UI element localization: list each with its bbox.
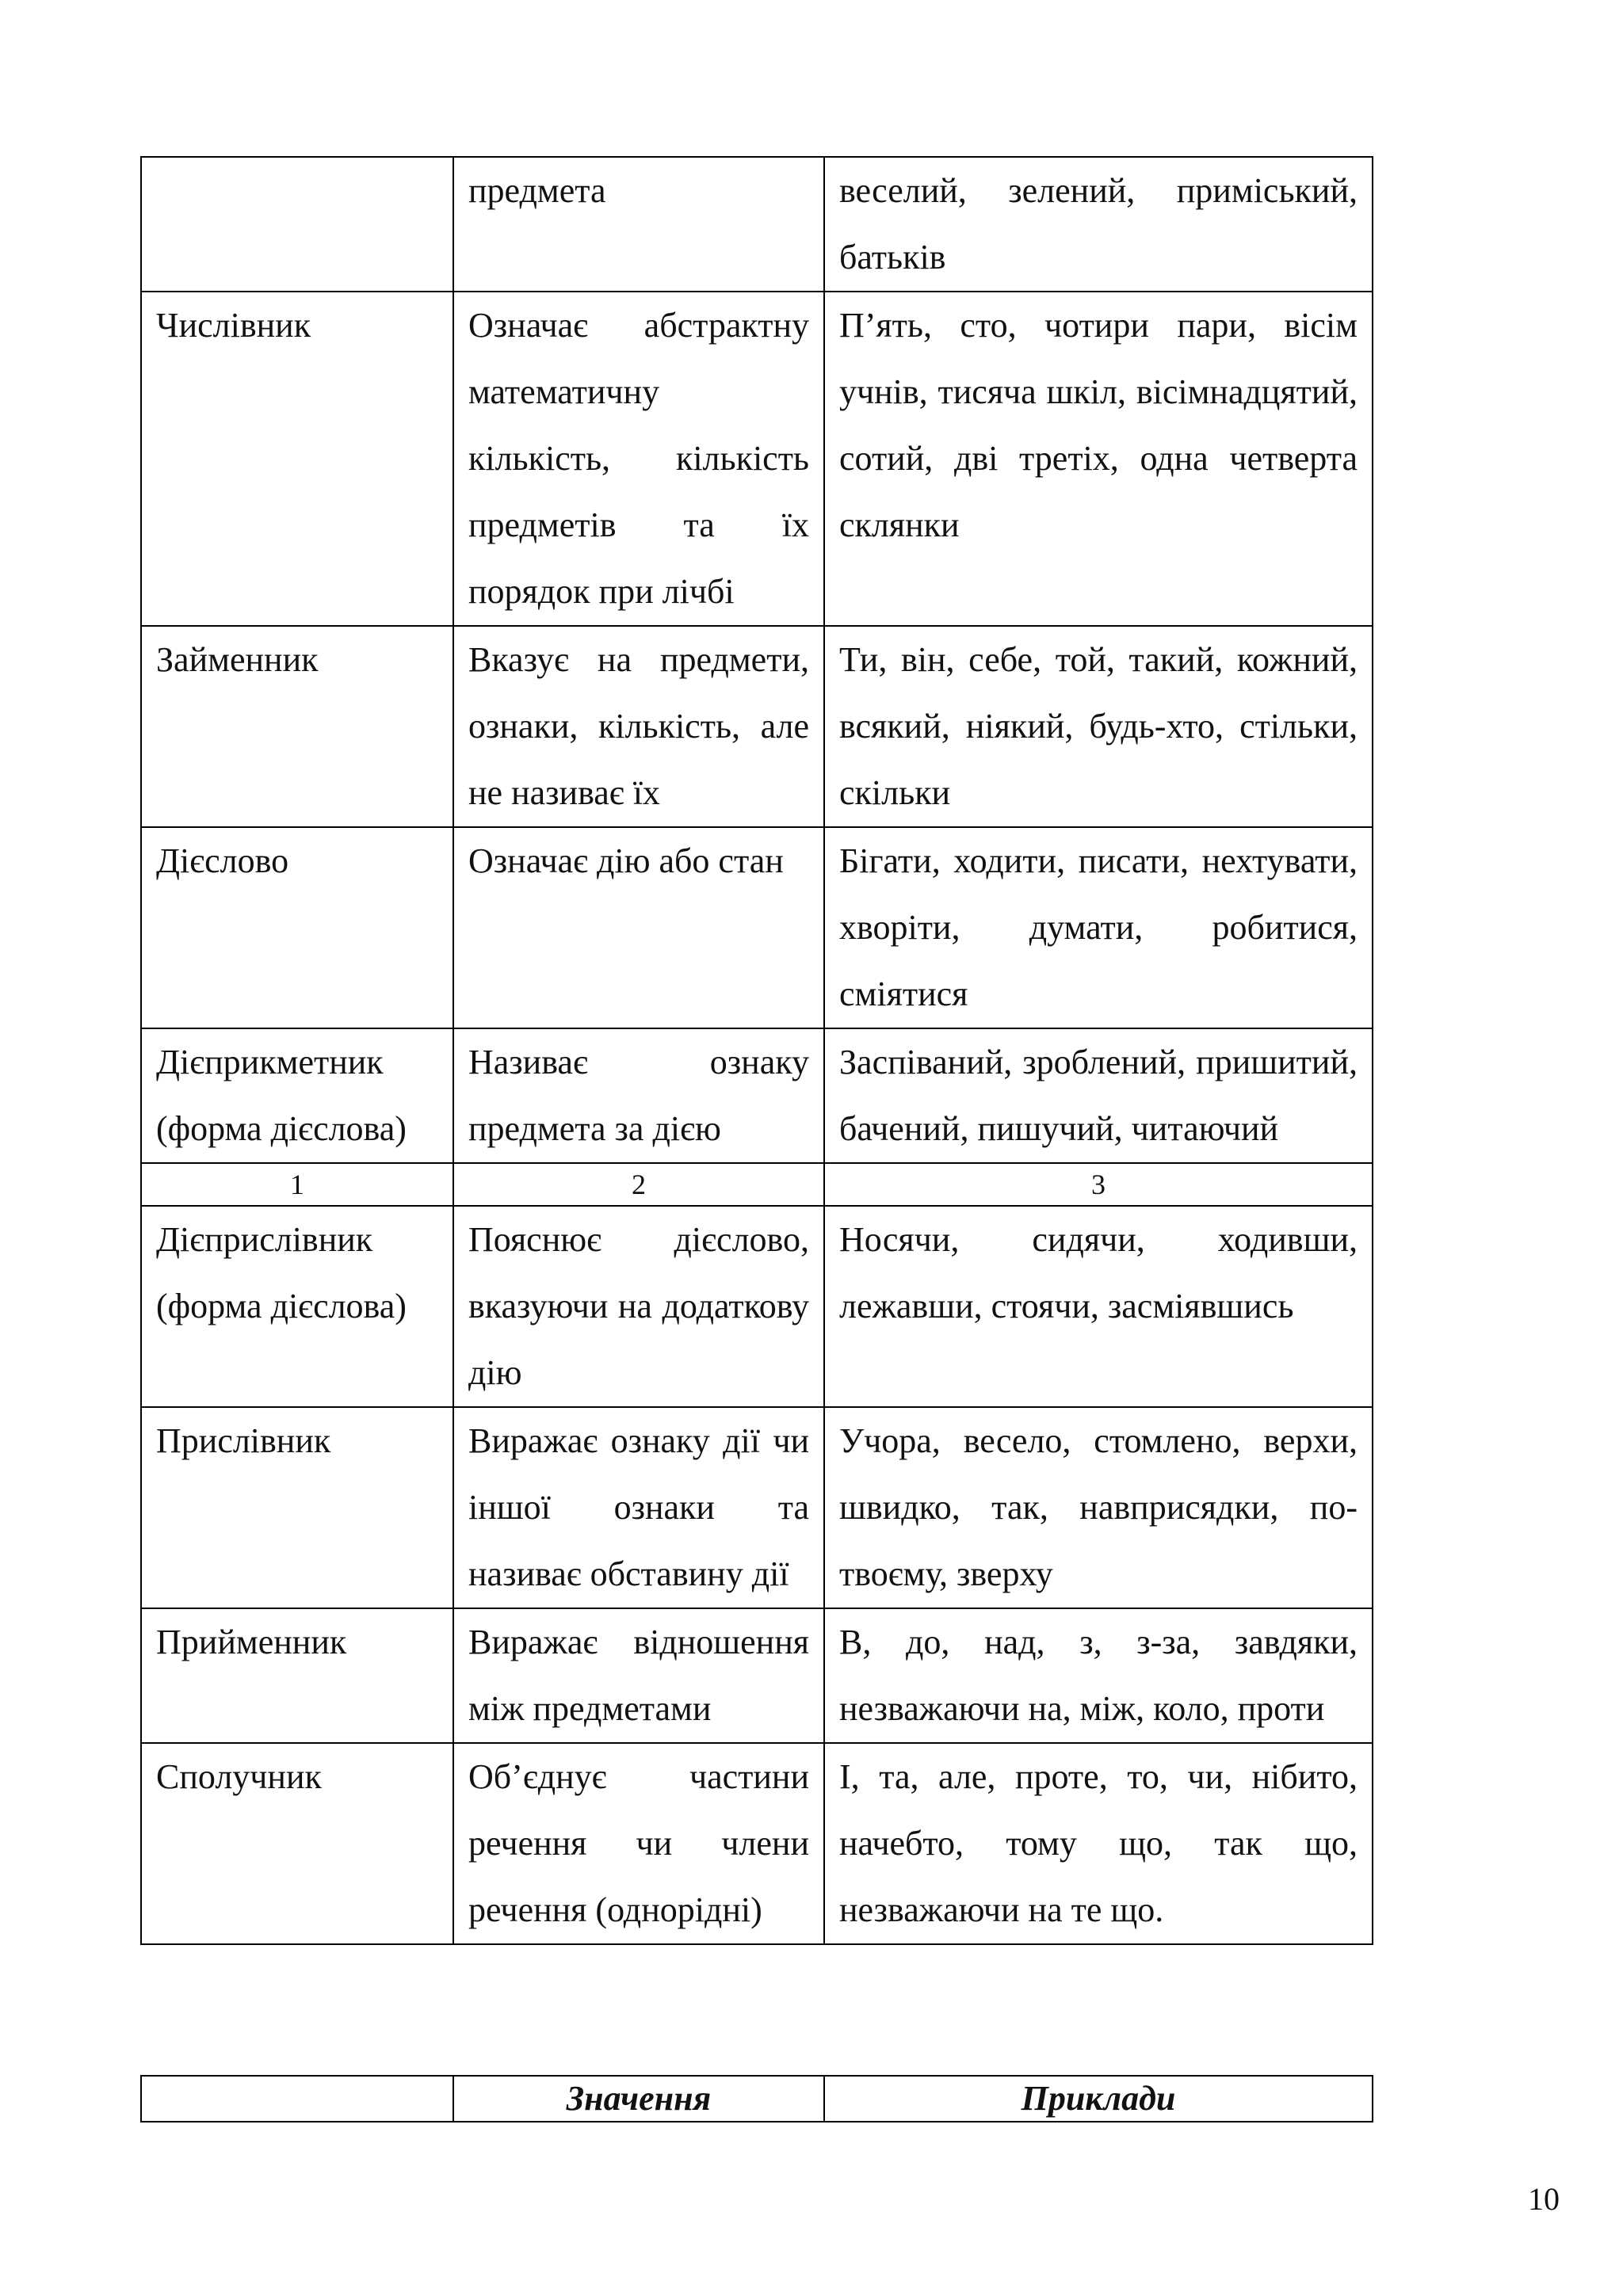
- part-cell: Дієприслівник (форма дієслова): [141, 1206, 453, 1407]
- table-row: [141, 157, 1373, 292]
- part-cell: Сполучник: [141, 1743, 453, 1944]
- part-cell: Займенник: [141, 626, 453, 827]
- examples-cell: П’ять, сто, чотири пари, вісім учнів, тисяча шкіл, вісімнадцятий, сотий, дві третіх, одна четверта склянки: [824, 292, 1373, 626]
- examples-cell: В, до, над, з, з-за, завдяки, незважаючи на, між, коло, проти: [824, 1608, 1373, 1743]
- examples-cell: Учора, весело, стомлено, верхи, швидко, так, навприсядки, по-твоєму, зверху: [824, 1407, 1373, 1608]
- header-cell-meaning: Значення: [453, 2076, 824, 2122]
- table-row: [141, 1028, 1373, 1163]
- header-row: [141, 2076, 1373, 2122]
- meaning-cell: Виражає ознаку дії чи іншої ознаки та називає обставину дії: [453, 1407, 824, 1608]
- part-cell: Числівник: [141, 292, 453, 626]
- header-table: [140, 2075, 1373, 2122]
- part-cell: Дієприкметник (форма дієслова): [141, 1028, 453, 1163]
- examples-cell: І, та, але, проте, то, чи, нібито, начебто, тому що, так що, незважаючи на те що.: [824, 1743, 1373, 1944]
- table-row: [141, 292, 1373, 626]
- table-row: [141, 1407, 1373, 1608]
- column-number: 1: [141, 1163, 453, 1206]
- table-row: [141, 1206, 1373, 1407]
- meaning-cell: Виражає відношення між предметами: [453, 1608, 824, 1743]
- examples-cell: Бігати, ходити, писати, нехтувати, хворіти, думати, робитися, сміятися: [824, 827, 1373, 1028]
- meaning-cell: предмета: [453, 157, 824, 292]
- meaning-cell: Означає дію або стан: [453, 827, 824, 1028]
- part-cell: Дієслово: [141, 827, 453, 1028]
- parts-of-speech-table: [140, 156, 1373, 1945]
- examples-cell: Носячи, сидячи, ходивши, лежавши, стоячи, засміявшись: [824, 1206, 1373, 1407]
- header-cell-examples: Приклади: [824, 2076, 1373, 2122]
- meaning-cell: Пояснює дієслово, вказуючи на додаткову дію: [453, 1206, 824, 1407]
- part-cell: [141, 157, 453, 292]
- table-row: [141, 626, 1373, 827]
- examples-cell: Заспіваний, зроблений, пришитий, бачений, пишучий, читаючий: [824, 1028, 1373, 1163]
- table-row: [141, 1608, 1373, 1743]
- meaning-cell: Вказує на предмети, ознаки, кількість, але не називає їх: [453, 626, 824, 827]
- column-number: 2: [453, 1163, 824, 1206]
- table-row: [141, 1743, 1373, 1944]
- meaning-cell: Об’єднує частини речення чи члени речення (однорідні): [453, 1743, 824, 1944]
- examples-cell: Ти, він, себе, той, такий, кожний, всякий, ніякий, будь-хто, стільки, скільки: [824, 626, 1373, 827]
- examples-cell: веселий, зелений, приміський, батьків: [824, 157, 1373, 292]
- page-number: 10: [1528, 2181, 1560, 2217]
- part-cell: Прислівник: [141, 1407, 453, 1608]
- column-number: 3: [824, 1163, 1373, 1206]
- part-cell: Прийменник: [141, 1608, 453, 1743]
- header-cell-empty: [141, 2076, 453, 2122]
- table-row: [141, 827, 1373, 1028]
- meaning-cell: Означає абстрактну математичну кількість, кількість предметів та їх порядок при лічбі: [453, 292, 824, 626]
- meaning-cell: Називає ознаку предмета за дією: [453, 1028, 824, 1163]
- column-number-row: [141, 1163, 1373, 1206]
